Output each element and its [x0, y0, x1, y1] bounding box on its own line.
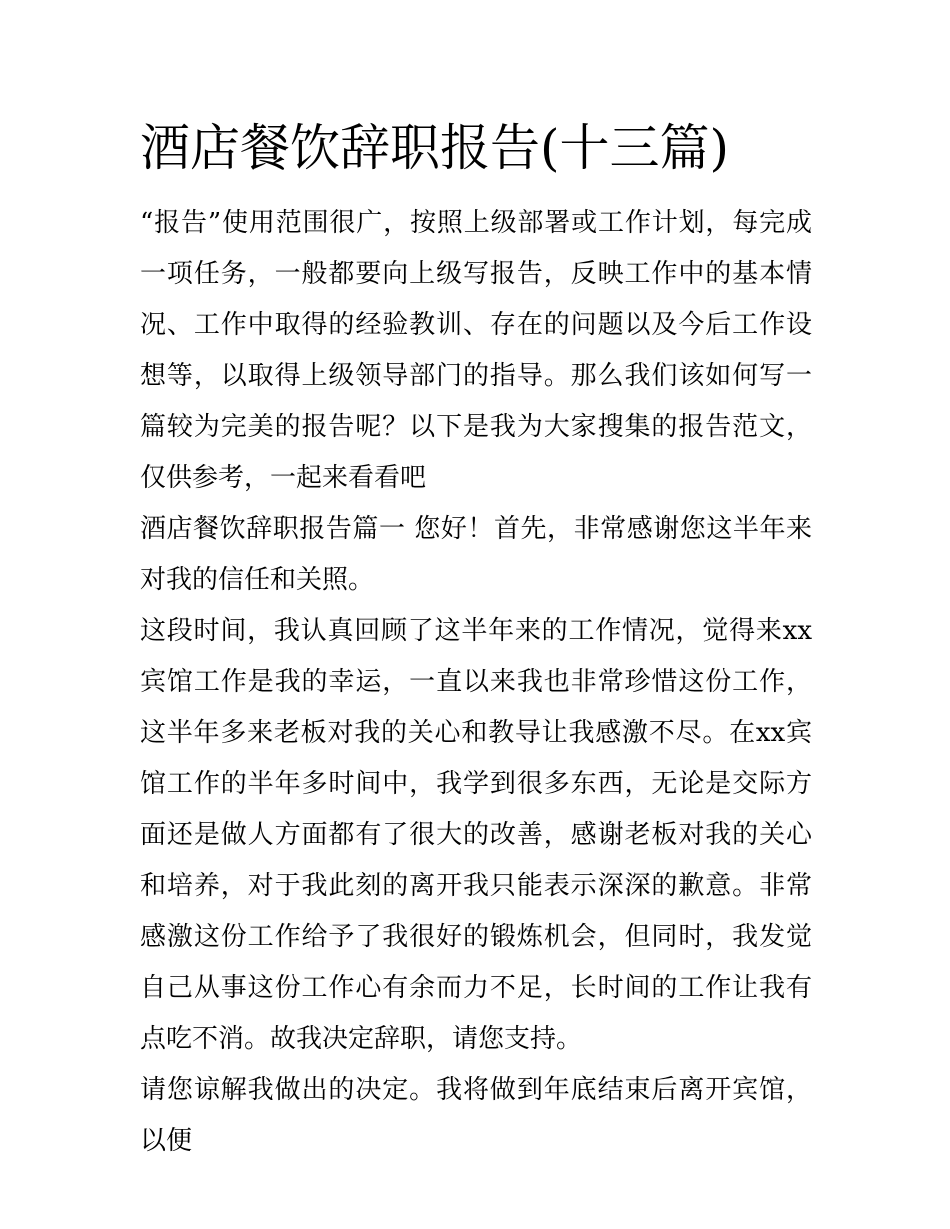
- paragraph-request: 请您谅解我做出的决定。我将做到年底结束后离开宾馆，以便: [140, 1075, 812, 1156]
- paragraph-greeting: 酒店餐饮辞职报告篇一 您好！首先，非常感谢您这半年来对我的信任和关照。: [140, 514, 812, 595]
- paragraph-intro: “报告”使用范围很广，按照上级部署或工作计划，每完成一项任务，一般都要向上级写报告，反映工作中的基本情况、工作中取得的经验教训、存在的问题以及今后工作设想等，以取得上级领导部门的指导。那么我们该如何写一篇较为完美的报告呢？以下是我为大家搜集的报告范文，仅供参考，一起来看看吧: [140, 208, 812, 493]
- document-content: [140, 116, 812, 1167]
- document-body: [140, 198, 812, 1167]
- paragraph-reflection: 这段时间，我认真回顾了这半年来的工作情况，觉得来xx宾馆工作是我的幸运，一直以来我也非常珍惜这份工作，这半年多来老板对我的关心和教导让我感激不尽。在xx宾馆工作的半年多时间中，我学到很多东西，无论是交际方面还是做人方面都有了很大的改善，感谢老板对我的关心和培养，对于我此刻的离开我只能表示深深的歉意。非常感激这份工作给予了我很好的锻炼机会，但同时，我发觉自己从事这份工作心有余而力不足，长时间的工作让我有点吃不消。故我决定辞职，请您支持。: [140, 616, 812, 1054]
- document-title: 酒店餐饮辞职报告(十三篇): [140, 119, 730, 177]
